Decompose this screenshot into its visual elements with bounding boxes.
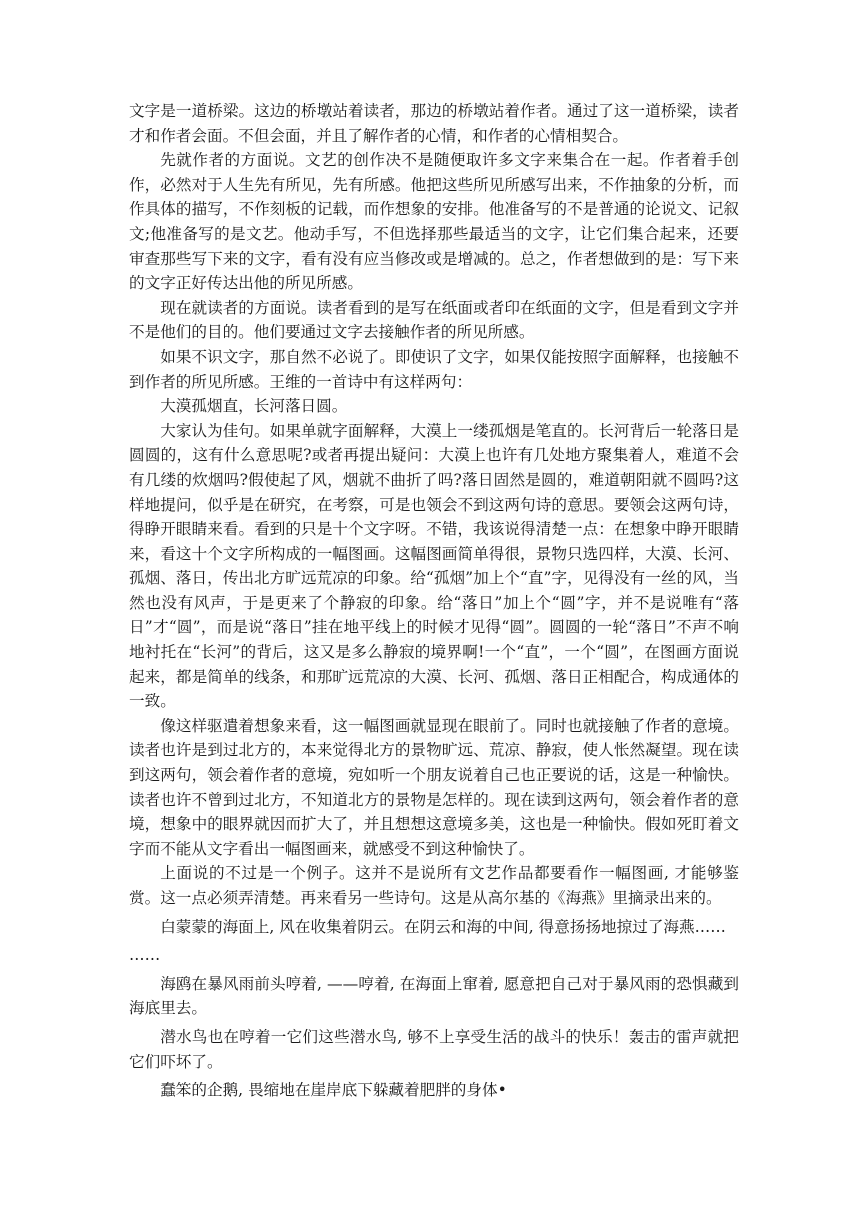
article-body [129,99,739,1103]
paragraph-example: 上面说的不过是一个例子。这并不是说所有文艺作品都要看作一幅图画, 才能够鉴赏。这一点必须弄清楚。再来看另一些诗句。这是从高尔基的《海燕》里摘录出来的。 [129,864,739,907]
paragraph-reader-side: 现在就读者的方面说。读者看到的是写在纸面或者印在纸面的文字，但是看到文字并不是他们的目的。他们要通过文字去接触作者的所见所感。 [129,298,739,342]
paragraph-literacy: 如果不识文字，那自然不必说了。即使识了文字，如果仅能按照字面解释，也接触不到作者的所见所感。王维的一首诗中有这样两句： [129,347,739,391]
quote-petrel-3: 潜水鸟也在哼着一它们这些潜水鸟, 够不上享受生活的战斗的快乐！轰击的雷声就把它们吓坏了。 [129,1027,739,1071]
paragraph-imagination: 像这样驱遣着想象来看，这一幅图画就显现在眼前了。同时也就接触了作者的意境。读者也许是到过北方的，本来觉得北方的景物旷远、荒凉、静寂，使人怅然凝望。现在读到这两句，领会着作者的意境，宛如听一个朋友说着自己也正要说的话，这是一种愉快。读者也许不曾到过北方，不知道北方的景物是怎样的。现在读到这两句，领会着作者的意境，想象中的眼界就因而扩大了，并且想想这意境多美，这也是一种愉快。假如死盯着文字而不能从文字看出一幅图画来，就感受不到这种愉快了。 [129,716,739,858]
quote-petrel-2: 海鸥在暴风雨前头哼着, ——哼着, 在海面上窜着, 愿意把自己对于暴风雨的恐惧藏到海底里去。 [129,974,739,1018]
paragraph-poem-analysis: 大家认为佳句。如果单就字面解释，大漠上一缕孤烟是笔直的。长河背后一轮落日是圆圆的，这有什么意思呢?或者再提出疑问：大漠上也许有几处地方聚集着人，难道不会有几缕的炊烟吗?假使起了风，烟就不曲折了吗?落日固然是圆的，难道朝阳就不圆吗?这样地提问，似乎是在研究，在考察，可是也领会不到这两句诗的意思。要领会这两句诗，得睁开眼睛来看。看到的只是十个文字呀。不错，我该说得清楚一点：在想象中睁开眼睛来，看这十个文字所构成的一幅图画。这幅图画简单得很，景物只选四样，大漠、长河、孤烟、落日，传出北方旷远荒凉的印象。给“孤烟”加上个“直”字，见得没有一丝的风，当然也没有风声，于是更来了个静寂的印象。给“落日”加上个“圆”字，并不是说唯有“落日”才“圆”，而是说“落日”挂在地平线上的时候才见得“圆”。圆圆的一轮“落日”不声不响地衬托在“长河”的背后，这又是多么静寂的境界啊!一个“直”，一个“圆”，在图画方面说起来，都是简单的线条，和那旷远荒凉的大漠、长河、孤烟、落日正相配合，构成通体的一致。 [129,421,739,711]
paragraph-bridge: 文字是一道桥梁。这边的桥墩站着读者，那边的桥墩站着作者。通过了这一道桥梁，读者才和作者会面。不但会面，并且了解作者的心情，和作者的心情相契合。 [129,102,739,145]
quote-petrel-4: 蠢笨的企鹅, 畏缩地在崖岸底下躲藏着肥胖的身体• [160,1081,507,1100]
quote-petrel-1: 白蒙蒙的海面上, 风在收集着阴云。在阴云和海的中间, 得意扬扬地掠过了海燕…… [160,917,726,936]
quote-ellipsis: …… [129,946,161,965]
poem-line-wangwei: 大漠孤烟直，长河落日圆。 [160,397,348,416]
paragraph-author-side: 先就作者的方面说。文艺的创作决不是随便取许多文字来集合在一起。作者着手创作，必然对于人生先有所见，先有所感。他把这些所见所感写出来，不作抽象的分析，而作具体的描写，不作刻板的记载，而作想象的安排。他准备写的不是普通的论说文、记叙文;他准备写的是文艺。他动手写，不但选择那些最适当的文字，让它们集合起来，还要审查那些写下来的文字，看有没有应当修改或是增减的。总之，作者想做到的是：写下来的文字正好传达出他的所见所感。 [129,151,739,293]
